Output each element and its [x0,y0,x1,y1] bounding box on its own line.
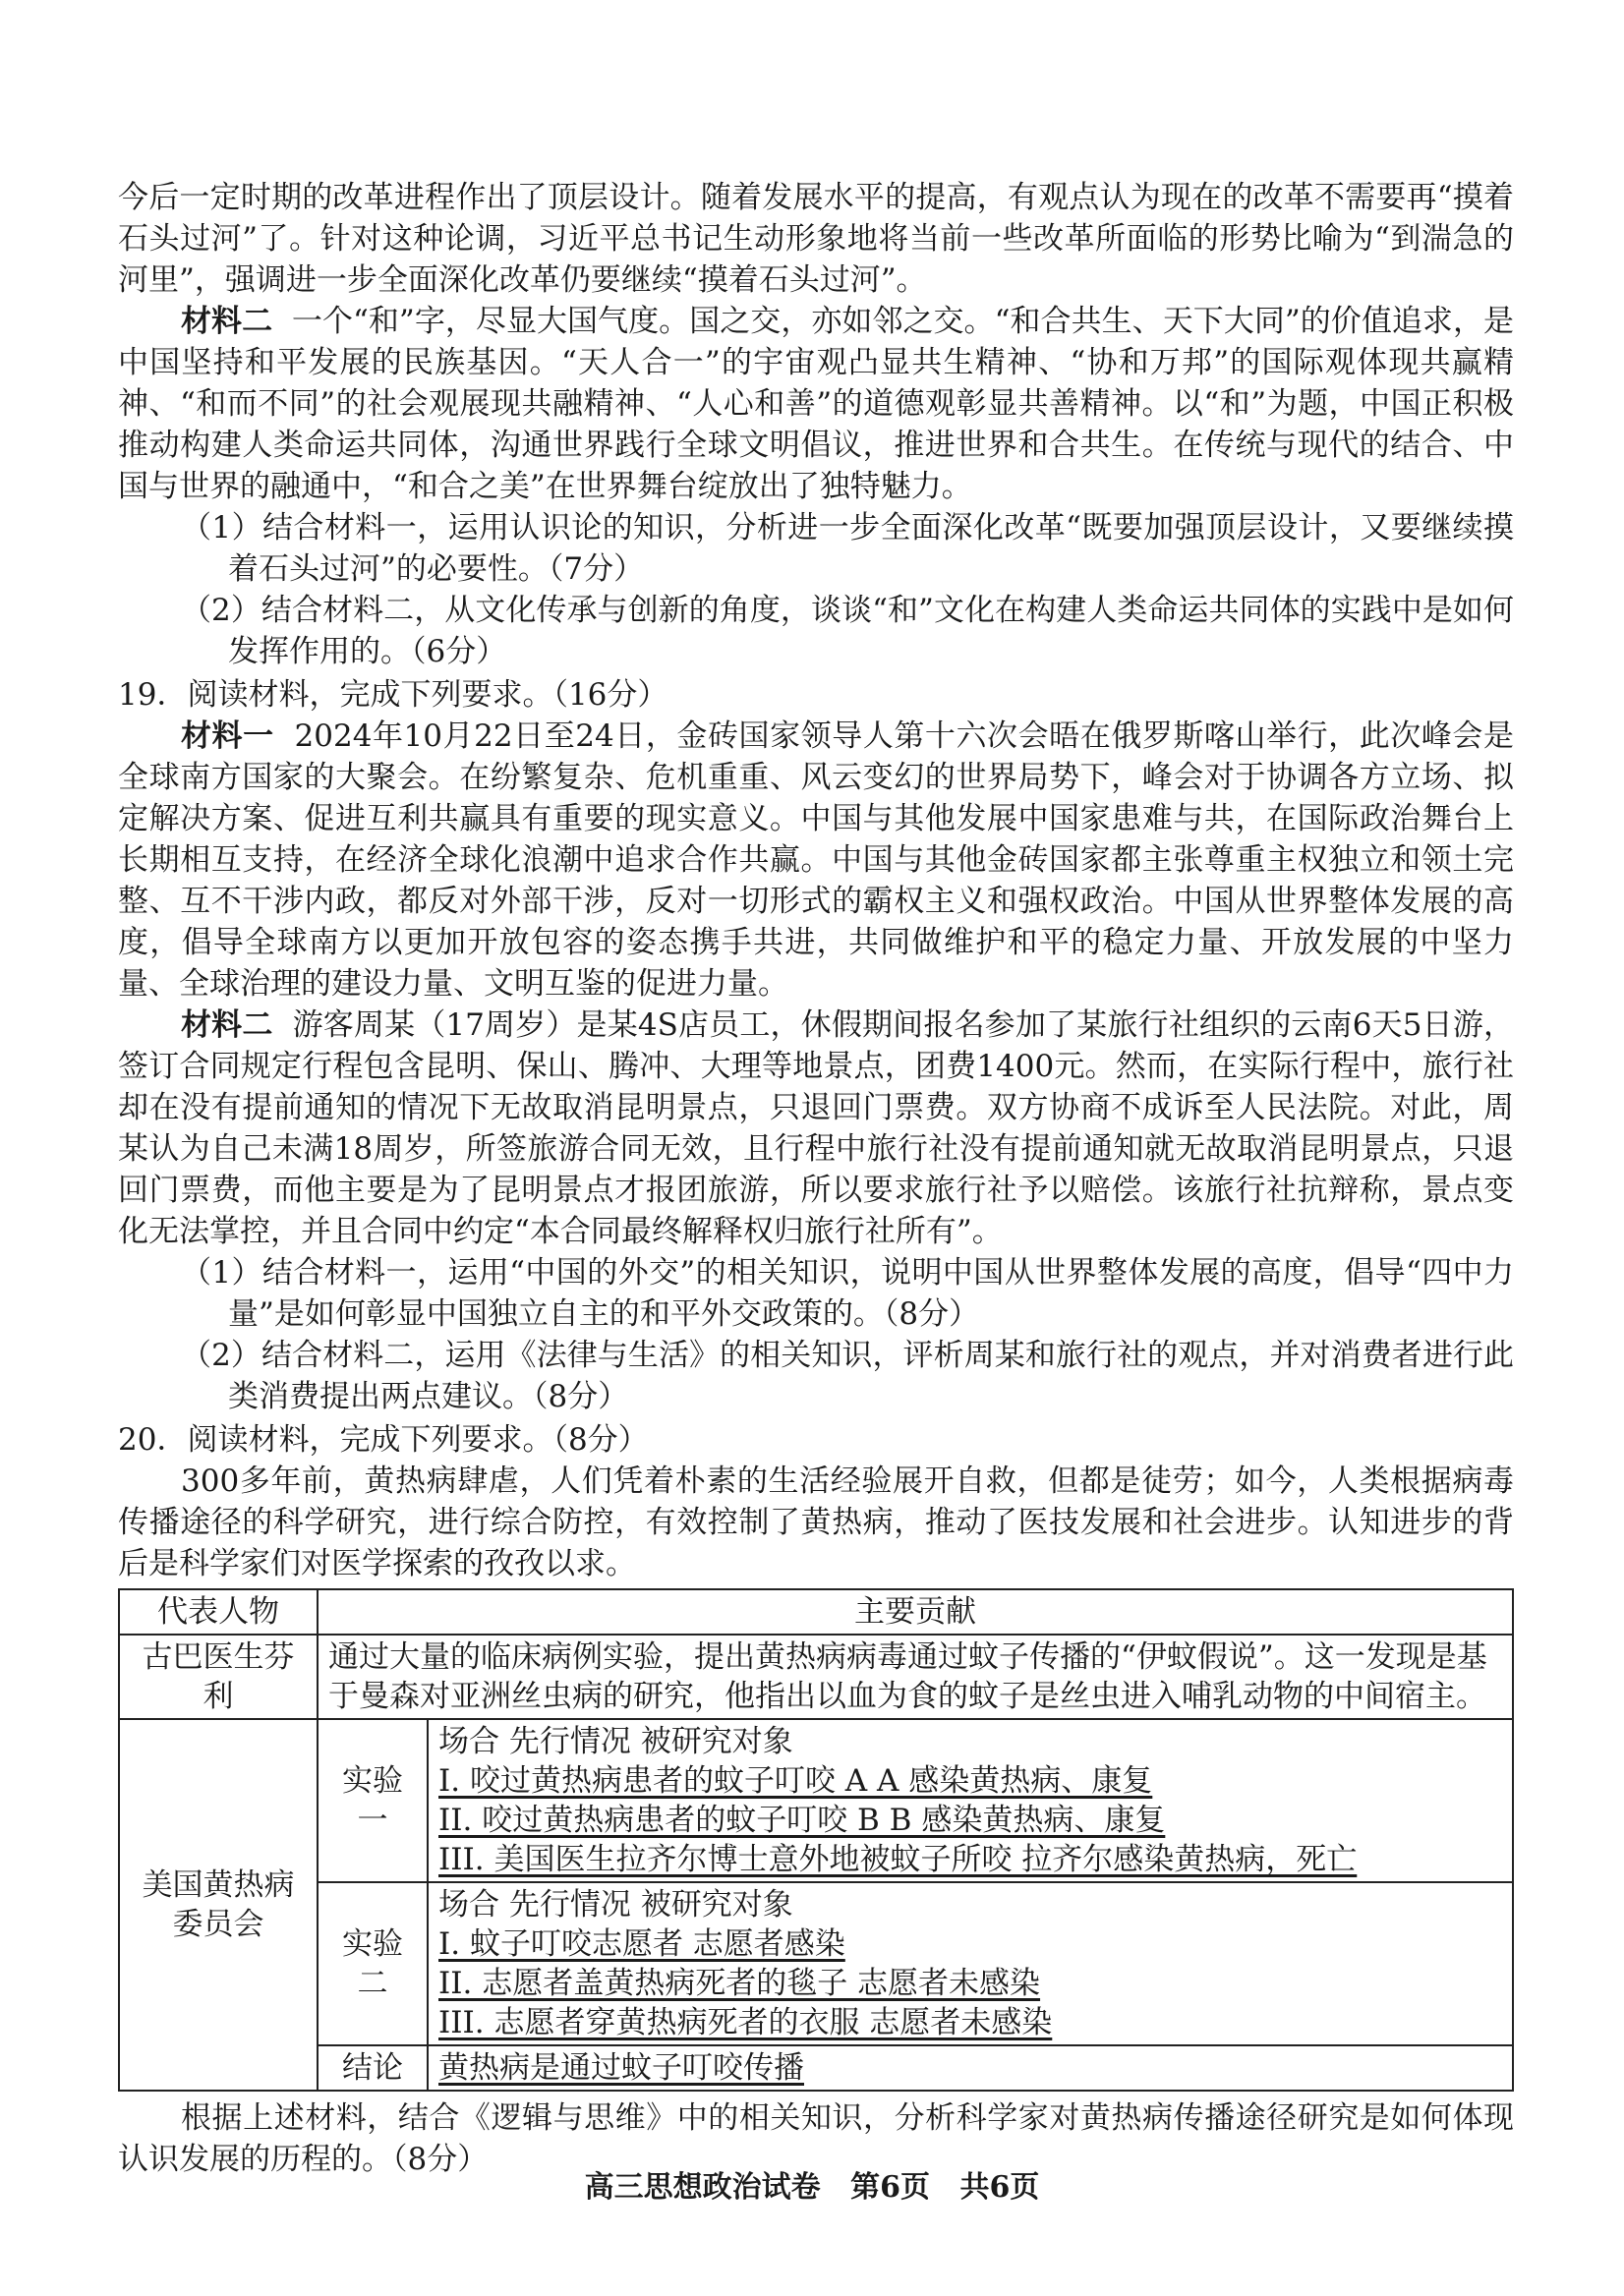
q18-material2-text: 一个“和”字，尽显大国气度。国之交，亦如邻之交。“和合共生、天下大同”的价值追求，是中国坚持和平发展的民族基因。“天人合一”的宇宙观凸显共生精神、“协和万邦”的国际观体现共赢精神、“和而不同”的社会观展现共融精神、“人心和善”的道德观彰显共善精神。以“和”为题，中国正积极推动构建人类命运共同体，沟通世界践行全球文明倡议，推进世界和合共生。在传统与现代的结合、中国与世界的融通中，“和合之美”在世界舞台绽放出了独特魅力。 [118,304,1514,504]
q20-heading: 20．阅读材料，完成下列要求。（8分） [118,1422,649,1458]
q18-material2-label: 材料二 [181,304,273,339]
q20-table [118,1588,1514,2092]
q18-sub1: （1）结合材料一，运用认识论的知识，分析进一步全面深化改革“既要加强顶层设计，又要继续摸着石头过河”的必要性。（7分） [181,510,1514,587]
footer-page: 第6页 [850,2170,930,2205]
exp2-line: III. 志愿者穿黄热病死者的衣服 志愿者未感染 [438,2005,1053,2040]
exp1-label: 实验一 [318,1719,428,1882]
table-row [119,1719,1513,1882]
conclusion-text: 黄热病是通过蚊子叮咬传播 [428,2045,1513,2091]
q18-material2 [118,301,1514,507]
q20-question: 根据上述材料，结合《逻辑与思维》中的相关知识，分析科学家对黄热病传播途径研究是如何体现认识发展的历程的。（8分） [118,2100,1514,2177]
q19-material1 [118,716,1514,1004]
table-row [119,1635,1513,1719]
q20-intro: 300多年前，黄热病肆虐，人们凭着朴素的生活经验展开自救，但都是徒劳；如今，人类根据病毒传播途径的科学研究，进行综合防控，有效控制了黄热病，推动了医技发展和社会进步。认知进步的背后是科学家们对医学探索的孜孜以求。 [118,1464,1514,1581]
q19-material2-label: 材料二 [181,1007,273,1043]
exp2-label: 实验二 [318,1882,428,2045]
footer-total: 共6页 [959,2170,1040,2205]
q19-material1-text: 2024年10月22日至24日，金砖国家领导人第十六次会晤在俄罗斯喀山举行，此次峰会是全球南方国家的大聚会。在纷繁复杂、危机重重、风云变幻的世界局势下，峰会对于协调各方立场、拟定解决方案、促进互利共赢具有重要的现实意义。中国与其他发展中国家患难与共，在国际政治舞台上长期相互支持，在经济全球化浪潮中追求合作共赢。中国与其他金砖国家都主张尊重主权独立和领土完整、互不干涉内政，都反对外部干涉，反对一切形式的霸权主义和强权政治。中国从世界整体发展的高度，倡导全球南方以更加开放包容的姿态携手共进，共同做维护和平的稳定力量、开放发展的中坚力量、全球治理的建设力量、文明互鉴的促进力量。 [118,718,1514,1002]
row1-contribution: 通过大量的临床病例实验，提出黄热病病毒通过蚊子传播的“伊蚊假说”。这一发现是基于曼森对亚洲丝虫病的研究，他指出以血为食的蚊子是丝虫进入哺乳动物的中间宿主。 [318,1635,1513,1719]
exp1-line: II. 咬过黄热病患者的蚊子叮咬 B B 感染黄热病、康复 [438,1803,1166,1838]
footer-title: 高三思想政治试卷 [584,2170,821,2205]
q19-material2 [118,1004,1514,1252]
exp2-content [428,1882,1513,2045]
q19-sub1: （1）结合材料一，运用“中国的外交”的相关知识，说明中国从世界整体发展的高度，倡导“四中力量”是如何彰显中国独立自主的和平外交政策的。（8分） [181,1255,1514,1332]
page-footer [0,2162,1624,2206]
exam-page [118,177,1514,2180]
table-row [119,1882,1513,2045]
q19-material1-label: 材料一 [181,718,274,754]
exp1-content [428,1719,1513,1882]
exp2-line: I. 蚊子叮咬志愿者 志愿者感染 [438,1926,845,1962]
table-header-row [119,1589,1513,1635]
exp2-line: II. 志愿者盖黄热病死者的毯子 志愿者未感染 [438,1966,1041,2001]
row2-person: 美国黄热病委员会 [119,1719,318,2091]
header-contribution: 主要贡献 [318,1589,1513,1635]
conclusion-label: 结论 [318,2045,428,2091]
header-person: 代表人物 [119,1589,318,1635]
row1-person: 古巴医生芬利 [119,1635,318,1719]
table-row [119,2045,1513,2091]
exp1-line: III. 美国医生拉齐尔博士意外地被蚊子所咬 拉齐尔感染黄热病，死亡 [438,1842,1358,1877]
q18-sub2: （2）结合材料二，从文化传承与创新的角度，谈谈“和”文化在构建人类命运共同体的实践中是如何发挥作用的。（6分） [181,593,1514,669]
exp1-line: I. 咬过黄热病患者的蚊子叮咬 A A 感染黄热病、康复 [438,1763,1153,1799]
q18-material1-continuation: 今后一定时期的改革进程作出了顶层设计。随着发展水平的提高，有观点认为现在的改革不需要再“摸着石头过河”了。针对这种论调，习近平总书记生动形象地将当前一些改革所面临的形势比喻为“到湍急的河里”，强调进一步全面深化改革仍要继续“摸着石头过河”。 [118,180,1514,298]
q19-material2-text: 游客周某（17周岁）是某4S店员工，休假期间报名参加了某旅行社组织的云南6天5日游，签订合同规定行程包含昆明、保山、腾冲、大理等地景点，团费1400元。然而，在实际行程中，旅行社却在没有提前通知的情况下无故取消昆明景点，只退回门票费。双方协商不成诉至人民法院。对此，周某认为自己未满18周岁，所签旅游合同无效，且行程中旅行社没有提前通知就无故取消昆明景点，只退回门票费，而他主要是为了昆明景点才报团旅游，所以要求旅行社予以赔偿。该旅行社抗辩称，景点变化无法掌控，并且合同中约定“本合同最终解释权归旅行社所有”。 [118,1007,1514,1249]
exp1-header: 场合 先行情况 被研究对象 [438,1724,793,1759]
q19-heading: 19．阅读材料，完成下列要求。（16分） [118,677,668,713]
q19-sub2: （2）结合材料二，运用《法律与生活》的相关知识，评析周某和旅行社的观点，并对消费者进行此类消费提出两点建议。（8分） [181,1338,1514,1414]
exp2-header: 场合 先行情况 被研究对象 [438,1887,793,1923]
